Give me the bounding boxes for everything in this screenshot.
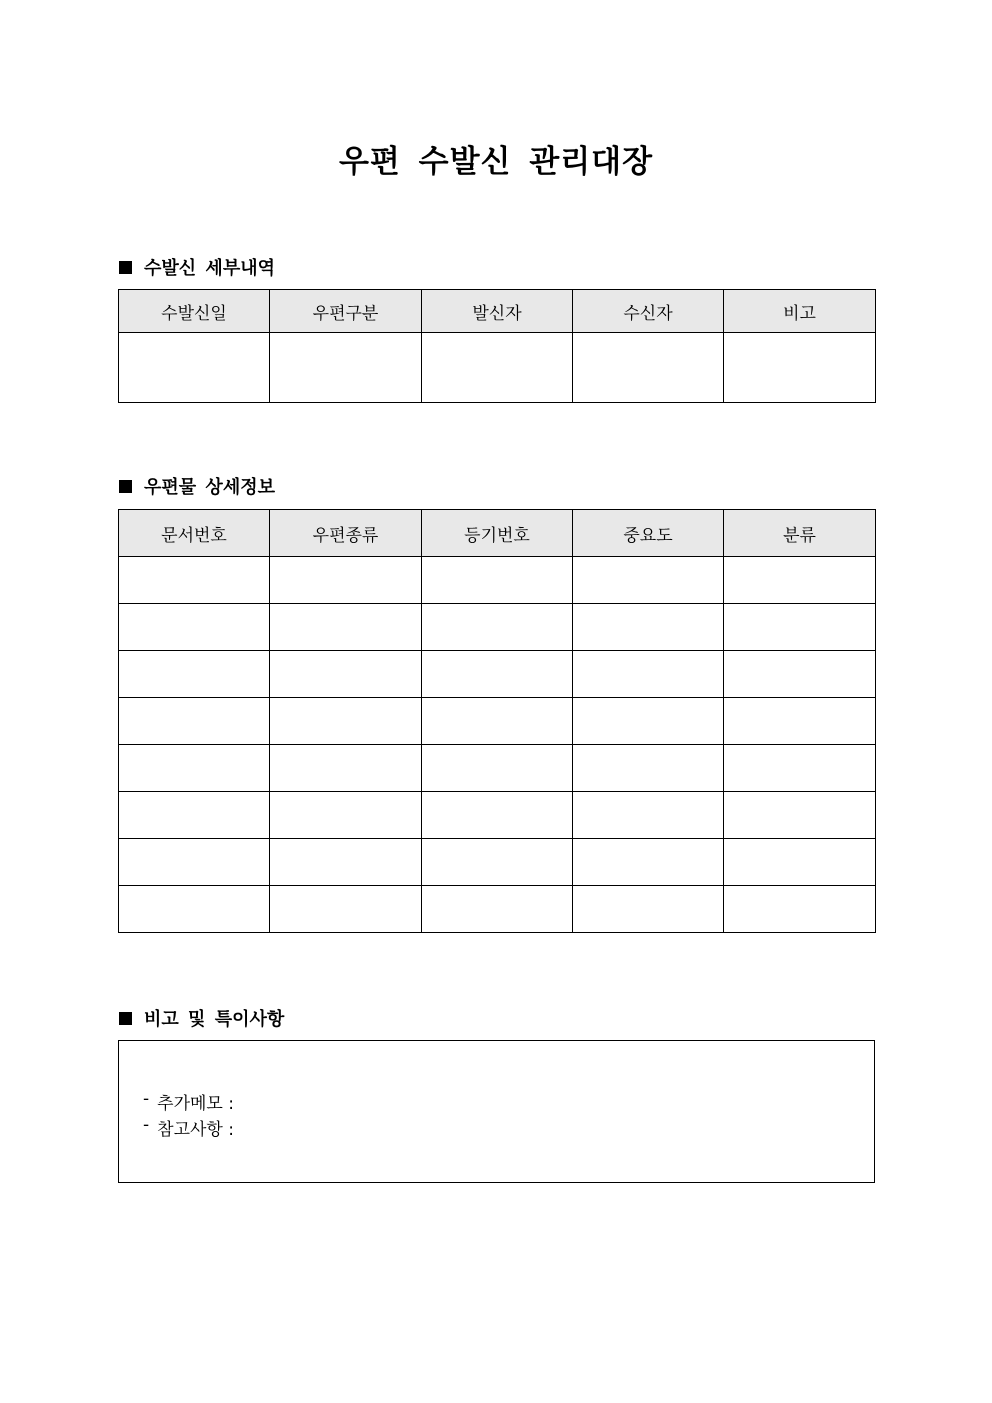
mail-details-table [118, 509, 876, 933]
notes-line-additional-memo [143, 1089, 234, 1114]
list-dash: - [143, 1089, 150, 1109]
table-cell[interactable] [270, 604, 422, 651]
list-dash: - [143, 1115, 150, 1135]
column-header-send-receive-date: 수발신일 [119, 290, 270, 333]
table-cell[interactable] [573, 792, 724, 839]
document-title: 우편 수발신 관리대장 [338, 144, 654, 180]
table-cell[interactable] [422, 698, 573, 745]
table-row [119, 557, 876, 604]
table-header-row [119, 290, 876, 333]
table-cell[interactable] [422, 557, 573, 604]
table-cell[interactable] [270, 745, 422, 792]
table-cell[interactable] [270, 557, 422, 604]
section-heading-remarks-notes [119, 1005, 284, 1031]
section-heading-label: 비고 및 특이사항 [144, 1009, 285, 1030]
table-cell[interactable] [422, 333, 573, 403]
table-cell[interactable] [270, 651, 422, 698]
table-cell[interactable] [724, 557, 876, 604]
table-cell[interactable] [724, 651, 876, 698]
table-cell[interactable] [724, 604, 876, 651]
column-header-mail-kind: 우편종류 [270, 510, 422, 557]
table-cell[interactable] [119, 839, 270, 886]
table-cell[interactable] [119, 604, 270, 651]
square-bullet-icon [119, 480, 132, 493]
table-cell[interactable] [422, 651, 573, 698]
table-cell[interactable] [422, 745, 573, 792]
section-heading-mail-details [119, 473, 275, 499]
table-cell[interactable] [422, 604, 573, 651]
notes-line-label: 추가메모 : [157, 1094, 234, 1114]
notes-line-reference [143, 1115, 234, 1140]
table-cell[interactable] [270, 792, 422, 839]
table-cell[interactable] [270, 333, 422, 403]
transmission-details-table [118, 289, 876, 403]
square-bullet-icon [119, 261, 132, 274]
table-row [119, 745, 876, 792]
table-cell[interactable] [573, 886, 724, 933]
table-cell[interactable] [119, 698, 270, 745]
table-row [119, 604, 876, 651]
table-cell[interactable] [724, 745, 876, 792]
table-header-row [119, 510, 876, 557]
table-cell[interactable] [573, 698, 724, 745]
table-cell[interactable] [119, 333, 270, 403]
section-heading-transmission-details [119, 254, 275, 280]
table-row [119, 886, 876, 933]
table-cell[interactable] [724, 333, 876, 403]
table-cell[interactable] [270, 698, 422, 745]
column-header-recipient: 수신자 [573, 290, 724, 333]
table-cell[interactable] [724, 698, 876, 745]
column-header-mail-type: 우편구분 [270, 290, 422, 333]
table-cell[interactable] [573, 651, 724, 698]
table-row [119, 839, 876, 886]
table-cell[interactable] [724, 839, 876, 886]
table-cell[interactable] [573, 745, 724, 792]
table-row [119, 698, 876, 745]
column-header-registration-number: 등기번호 [422, 510, 573, 557]
table-cell[interactable] [573, 333, 724, 403]
table-cell[interactable] [270, 886, 422, 933]
notes-line-label: 참고사항 : [157, 1120, 234, 1140]
column-header-document-number: 문서번호 [119, 510, 270, 557]
table-cell[interactable] [573, 604, 724, 651]
section-heading-label: 수발신 세부내역 [144, 258, 275, 279]
table-cell[interactable] [422, 839, 573, 886]
table-cell[interactable] [119, 557, 270, 604]
table-cell[interactable] [119, 792, 270, 839]
table-row [119, 651, 876, 698]
table-cell[interactable] [422, 886, 573, 933]
column-header-importance: 중요도 [573, 510, 724, 557]
table-cell[interactable] [119, 745, 270, 792]
table-cell[interactable] [422, 792, 573, 839]
column-header-sender: 발신자 [422, 290, 573, 333]
table-cell[interactable] [724, 792, 876, 839]
column-header-remarks: 비고 [724, 290, 876, 333]
table-cell[interactable] [119, 886, 270, 933]
table-cell[interactable] [724, 886, 876, 933]
table-row [119, 792, 876, 839]
section-heading-label: 우편물 상세정보 [144, 477, 275, 498]
remarks-notes-box[interactable] [118, 1040, 875, 1183]
table-cell[interactable] [119, 651, 270, 698]
table-cell[interactable] [573, 839, 724, 886]
table-cell[interactable] [270, 839, 422, 886]
square-bullet-icon [119, 1012, 132, 1025]
table-row [119, 333, 876, 403]
table-cell[interactable] [573, 557, 724, 604]
column-header-category: 분류 [724, 510, 876, 557]
